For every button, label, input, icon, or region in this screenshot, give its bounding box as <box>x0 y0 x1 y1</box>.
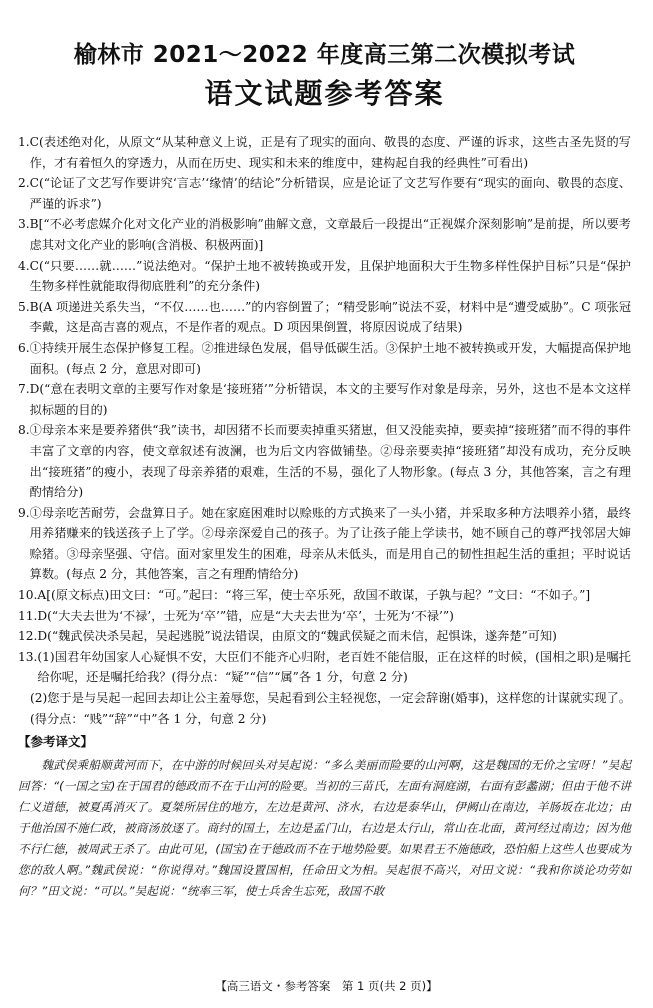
answer-item-7: 7. D(“意在表明文章的主要写作对象是‘接班猪’”分析错误，本文的主要写作对象是母亲，另外，这也不是本文这样拟标题的目的) <box>18 382 631 417</box>
answer-item-6: 6. ①持续开展生态保护修复工程。②推进绿色发展，倡导低碳生活。③保护土地不被转换或开发，大幅提高保护地面积。(每点 2 分，意思对即可) <box>18 340 631 376</box>
answer-item-2: 2. C(“论证了文艺写作要讲究‘言志’‘缘情’的结论”分析错误，应是论证了文艺写作要有“现实的面向、敬畏的态度、严谨的诉求”) <box>18 176 631 211</box>
translation-heading: 【参考译文】 <box>18 734 94 750</box>
answer-item-9: 9. ①母亲吃苦耐劳，会盘算日子。她在家庭困难时以赊账的方式换来了一头小猪，并采取多种方法喂养小猪，最终用养猪赚来的钱送孩子上了学。②母亲深爱自己的孩子。为了让孩子能上学读书，她不顾自己的尊严找邻居大婶赊猪。③母亲坚强、守信。面对家里发生的困难，母亲从未低头，而是用自己的韧性担起生活的重担；平时说话算数。(每点 2 分，其他答案，言之有理酌情给分) <box>18 505 631 582</box>
answer-list <box>18 132 631 729</box>
answer-item-4: 4. C(“只要……就……”说法绝对。“保护土地不被转换或开发，且保护地面积大于生物多样性保护目标”只是“保护生物多样性就能取得彻底胜利”的充分条件) <box>18 258 631 294</box>
answer-item-10: 10. A[(原文标点)田文曰：“可。”起曰：“将三军，使士卒乐死，敌国不敢谋，子孰与起？”文曰：“不如子。”] <box>18 588 591 603</box>
answer-item-3: 3. B[“不必考虑媒介化对文化产业的消极影响”曲解文意，文章最后一段提出“正视媒介深刻影响”是前提，所以要考虑其对文化产业的影响(含消极、积极两面)] <box>18 217 631 252</box>
answer-item-13-part-2: (2)您于是与吴起一起回去却让公主羞辱您，吴起看到公主轻视您，一定会辞谢(婚事)，这样您的计谋就实现了。(得分点：“贱”“辞”“中”各 1 分，句意 2 分) <box>30 691 631 726</box>
translation-text: 魏武侯乘船顺黄河而下，在中游的时候回头对吴起说：“多么美丽而险要的山河啊，这是魏国的无价之宝呀！”吴起回答：“(一国之宝)在于国君的德政而不在于山河的险要。当初的三苗氏，左面有洞庭湖，右面有彭蠡湖；但由于他不讲仁义道德，被夏禹消灭了。夏桀所居住的地方，左边是黄河、济水，右边是泰华山，伊阙山在南边，羊肠坂在北边；由于他治国不施仁政，被商汤放逐了。商纣的国土，左边是孟门山，右边是太行山，常山在北面，黄河经过南边；因为他不行仁德，被周武王杀了。由此可见，(国宝)在于德政而不在于地势险要。如果君王不施德政，恐怕船上这些人也要成为您的敌人啊。”魏武侯说：“你说得对。”魏国设置国相，任命田文为相。吴起很不高兴，对田文说：“我和你谈论功劳如何？”田文说：“可以。”吴起说：“统率三军，使士兵舍生忘死，敌国不敢 <box>18 758 631 899</box>
answer-item-5: 5. B(A 项递进关系失当，“不仅……也……”的内容倒置了；“精受影响”说法不妥，材料中是“遭受威胁”。C 项张冠李戴，这是高吉喜的观点，不是作者的观点。D 项因果倒置，将原因说成了结果) <box>18 299 631 335</box>
answer-item-11: 11. D(“大夫去世为‘不禄’，士死为‘卒’”错，应是“大夫去世为‘卒’，士死为‘不禄’”) <box>18 608 454 623</box>
exam-title: 榆林市 2021～2022 年度高三第二次模拟考试 <box>73 42 576 68</box>
document-subtitle: 语文试题参考答案 <box>204 77 445 110</box>
answer-item-1: 1. C(表述绝对化，从原文“从某种意义上说，正是有了现实的面向、敬畏的态度、严谨的诉求，这些古圣先贤的写作，才有着恒久的穿透力，从而在历史、现实和未来的维度中，建构起自我的经典性”可看出) <box>18 135 631 170</box>
answer-item-8: 8. ①母亲本来是要养猪供“我”读书，却因猪不长而要卖掉重买猪崽，但又没能卖掉，要卖掉“接班猪”而不得的事件丰富了文章的内容，使文章叙述有波澜，也为后文内容做铺垫。②母亲要卖掉“接班猪”却没有成功，充分反映出“接班猪”的瘦小，表现了母亲养猪的艰难，生活的不易，强化了人物形象。(每点 3 分，其他答案，言之有理酌情给分) <box>18 423 631 500</box>
answer-item-12: 12. D(“魏武侯决杀吴起，吴起逃脱”说法错误，由原文的“魏武侯疑之而未信，起惧诛，遂奔楚”可知) <box>18 629 557 644</box>
answer-item-13: 13. (1)国君年幼国家人心疑惧不安，大臣们不能齐心归附，老百姓不能信服，正在这样的时候，(国相之职)是嘱托给你呢，还是嘱托给我？(得分点：“疑”“信”“属”各 1 分，句意 2 分) <box>18 649 631 685</box>
page-footer: 【高三语文・参考答案 第 1 页(共 2 页)】 <box>215 979 438 993</box>
